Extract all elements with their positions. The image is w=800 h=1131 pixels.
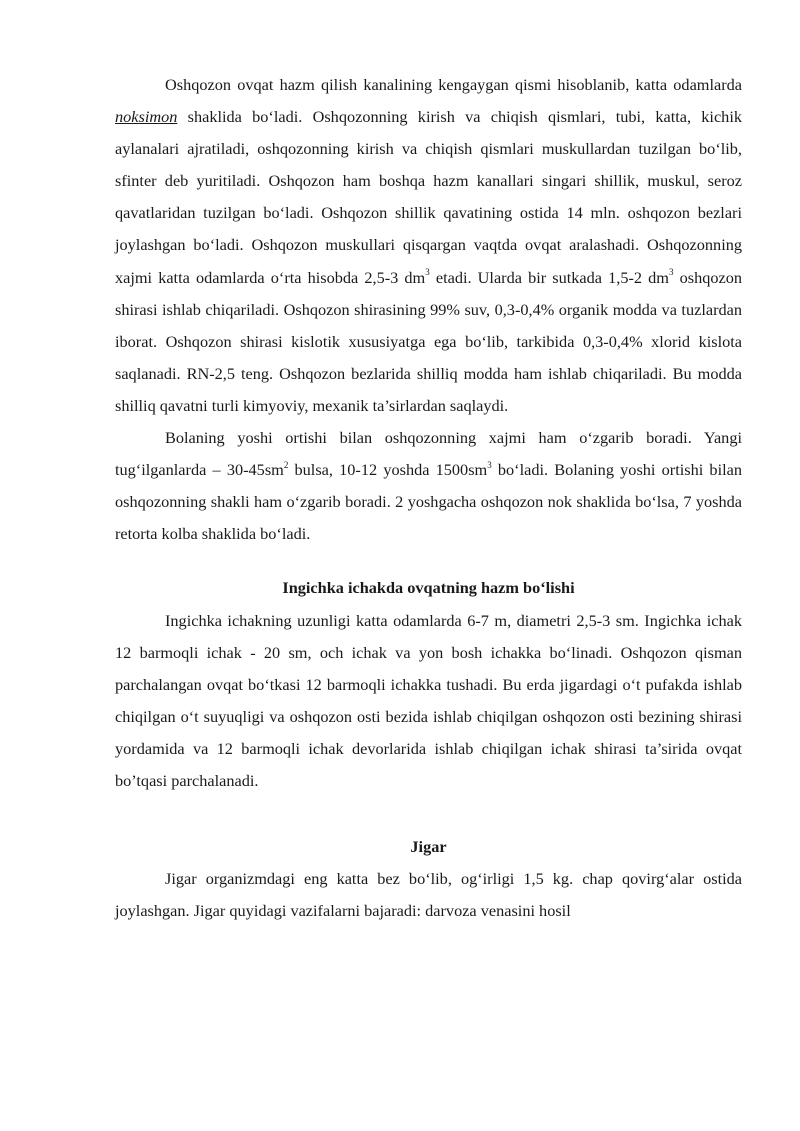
section-heading-small-intestine: Ingichka ichakda ovqatning hazm bo‘lishi xyxy=(282,578,575,598)
spacer xyxy=(115,797,742,831)
text-run: shaklida bo‘ladi. Oshqozonning kirish va chiqish qismlari, tubi, katta, kichik aylanalari ajratiladi, oshqozonning kirish va chiqish qismlari muskullardan tuzilgan bo‘lib, sfinter deb yuritiladi. Oshqozon ham boshqa hazm kanallari singari shillik, muskul, seroz qavatlaridan tuzilgan bo‘ladi. Oshqozon shillik qavatining ostida 14 mln. oshqozon bezlari joylashgan bo‘ladi. Oshqozon muskullari qisqargan vaqtda ovqat aralashadi. Oshqozonning xajmi katta odamlarda o‘rta hisobda 2,5-3 dm xyxy=(115,107,742,287)
text-run: bulsa, 10-12 yoshda 1500sm xyxy=(288,460,488,480)
paragraph-liver: Jigar organizmdagi eng katta bez bo‘lib, og‘irligi 1,5 kg. chap qovirg‘alar ostida joylashgan. Jigar quyidagi vazifalarni bajaradi: darvoza venasini hosil xyxy=(115,869,742,921)
paragraph-stomach-structure xyxy=(115,69,742,422)
paragraph-small-intestine: Ingichka ichakning uzunligi katta odamlarda 6-7 m, diametri 2,5-3 sm. Ingichka ichak 12 barmoqli ichak - 20 sm, och ichak va yon bosh ichakka bo‘linadi. Oshqozon qisman parchalangan ovqat bo‘tkasi 12 barmoqli ichakka tushadi. Bu erda jigardagi o‘t pufakda ishlab chiqilgan o‘t suyuqligi va oshqozon osti bezida ishlab chiqilgan oshqozon osti bezining shirasi yordamida va 12 barmoqli ichak devorlarida ishlab chiqilgan ichak shirasi ta’sirida ovqat bo’tqasi parchalanadi. xyxy=(115,610,742,790)
superscript: 2 xyxy=(283,459,289,470)
superscript: 3 xyxy=(425,267,430,278)
superscript: 3 xyxy=(487,459,492,470)
text-run: bo‘ladi. Bolaning yoshi ortishi bilan oshqozonning shakli ham o‘zgarib boradi. 2 yoshgacha oshqozon nok shaklida bo‘lsa, 7 yoshda retorta kolba shaklida bo‘ladi. xyxy=(115,460,742,544)
text-run: etadi. Ularda bir sutkada 1,5-2 dm xyxy=(429,267,669,287)
superscript: 3 xyxy=(668,267,674,278)
text-run: Oshqozon ovqat hazm qilish kanalining kengaygan qismi hisoblanib, katta odamlarda xyxy=(165,75,742,94)
document-page xyxy=(115,69,742,927)
paragraph-stomach-age xyxy=(115,422,742,550)
section-heading-liver: Jigar xyxy=(410,837,447,857)
text-run: oshqozon shirasi ishlab chiqariladi. Oshqozon shirasining 99% suv, 0,3-0,4% organik modda va tuzlardan iborat. Oshqozon shirasi kislotik xususiyatga ega bo‘lib, tarkibida 0,3-0,4% xlorid kislota saqlanadi. RN-2,5 teng. Oshqozon bezlarida shilliq modda ham ishlab chiqariladi. Bu modda shilliq qavatni turli kimyoviy, mexanik ta’sirlardan saqlaydi. xyxy=(115,267,743,415)
spacer xyxy=(115,550,742,572)
keyword-noksimon: noksimon xyxy=(115,107,178,127)
text-run: Bolaning yoshi ortishi bilan oshqozonning xajmi ham o‘zgarib boradi. Yangi tug‘ilganlarda – 30-45sm xyxy=(115,428,742,480)
